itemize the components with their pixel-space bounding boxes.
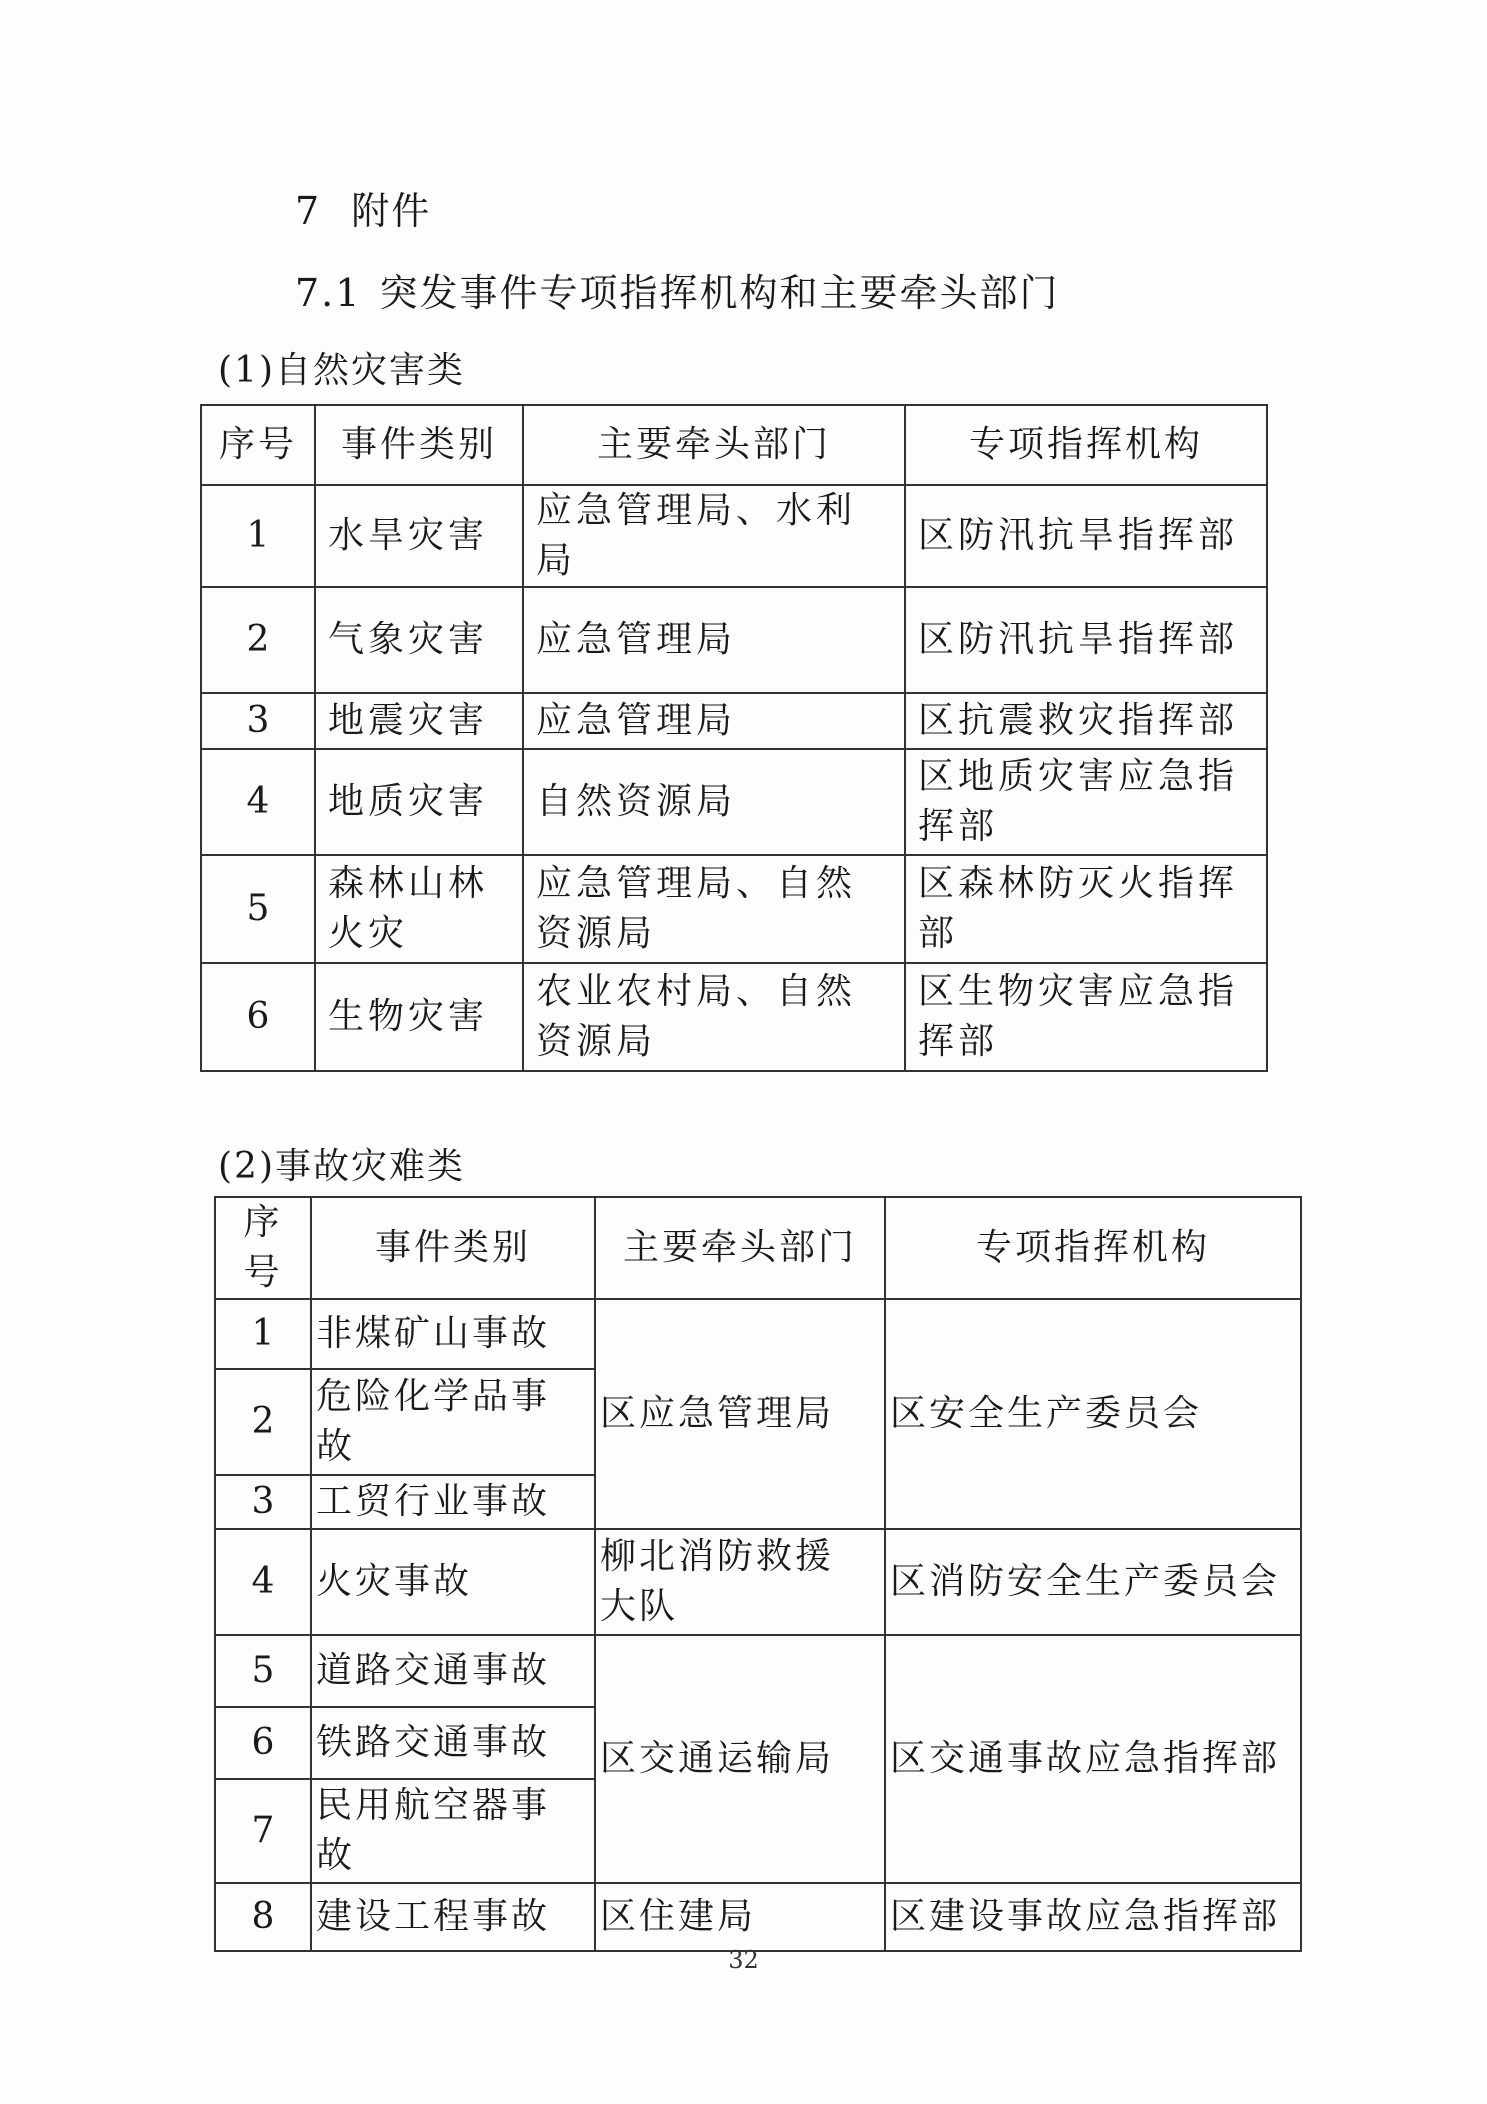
header-cell: 事件类别 bbox=[315, 405, 523, 485]
table-header-row bbox=[201, 405, 1267, 485]
table-header-row bbox=[215, 1197, 1301, 1299]
event-category: 地质灾害 bbox=[315, 749, 523, 855]
command-agency: 区生物灾害应急指挥部 bbox=[905, 963, 1267, 1071]
event-category: 民用航空器事故 bbox=[311, 1779, 595, 1883]
lead-department: 应急管理局、水利局 bbox=[523, 485, 905, 587]
row-number: 7 bbox=[215, 1779, 311, 1883]
table-row bbox=[201, 963, 1267, 1071]
header-cell: 序号 bbox=[201, 405, 315, 485]
table-row bbox=[201, 485, 1267, 587]
table-row bbox=[215, 1299, 1301, 1369]
lead-department: 应急管理局 bbox=[523, 693, 905, 749]
table-row bbox=[201, 693, 1267, 749]
heading-number: 7.1 bbox=[295, 271, 362, 315]
header-cell: 专项指挥机构 bbox=[885, 1197, 1301, 1299]
command-agency: 区森林防灭火指挥部 bbox=[905, 855, 1267, 963]
command-agency: 区建设事故应急指挥部 bbox=[885, 1883, 1301, 1951]
table-row bbox=[201, 587, 1267, 693]
lead-department: 区应急管理局 bbox=[595, 1299, 885, 1529]
row-number: 3 bbox=[215, 1475, 311, 1529]
event-category: 火灾事故 bbox=[311, 1529, 595, 1635]
event-category: 非煤矿山事故 bbox=[311, 1299, 595, 1369]
table-row bbox=[201, 855, 1267, 963]
command-agency: 区防汛抗旱指挥部 bbox=[905, 587, 1267, 693]
row-number: 6 bbox=[201, 963, 315, 1071]
row-number: 5 bbox=[215, 1635, 311, 1707]
table-row bbox=[215, 1635, 1301, 1707]
event-category: 道路交通事故 bbox=[311, 1635, 595, 1707]
event-category: 铁路交通事故 bbox=[311, 1707, 595, 1779]
row-number: 1 bbox=[215, 1299, 311, 1369]
header-cell: 主要牵头部门 bbox=[595, 1197, 885, 1299]
heading-text: 突发事件专项指挥机构和主要牵头部门 bbox=[379, 271, 1060, 315]
event-category: 地震灾害 bbox=[315, 693, 523, 749]
event-category: 工贸行业事故 bbox=[311, 1475, 595, 1529]
lead-department: 农业农村局、自然资源局 bbox=[523, 963, 905, 1071]
row-number: 4 bbox=[201, 749, 315, 855]
row-number: 2 bbox=[215, 1369, 311, 1475]
event-category: 生物灾害 bbox=[315, 963, 523, 1071]
table-row bbox=[201, 749, 1267, 855]
command-agency: 区交通事故应急指挥部 bbox=[885, 1635, 1301, 1883]
lead-department: 柳北消防救援大队 bbox=[595, 1529, 885, 1635]
lead-department: 应急管理局、自然资源局 bbox=[523, 855, 905, 963]
event-category: 建设工程事故 bbox=[311, 1883, 595, 1951]
command-agency: 区防汛抗旱指挥部 bbox=[905, 485, 1267, 587]
section-heading-7-1 bbox=[295, 262, 1059, 317]
command-agency: 区消防安全生产委员会 bbox=[885, 1529, 1301, 1635]
event-category: 危险化学品事故 bbox=[311, 1369, 595, 1475]
header-cell: 专项指挥机构 bbox=[905, 405, 1267, 485]
command-agency: 区抗震救灾指挥部 bbox=[905, 693, 1267, 749]
header-cell: 事件类别 bbox=[311, 1197, 595, 1299]
row-number: 6 bbox=[215, 1707, 311, 1779]
row-number: 4 bbox=[215, 1529, 311, 1635]
row-number: 5 bbox=[201, 855, 315, 963]
table-row bbox=[215, 1529, 1301, 1635]
page-number: 32 bbox=[728, 1946, 759, 1974]
natural-disaster-table bbox=[200, 404, 1268, 1072]
command-agency: 区地质灾害应急指挥部 bbox=[905, 749, 1267, 855]
lead-department: 区住建局 bbox=[595, 1883, 885, 1951]
heading-text: 附件 bbox=[351, 189, 432, 233]
subsection-natural-disasters: (1)自然灾害类 bbox=[218, 350, 465, 391]
event-category: 森林山林火灾 bbox=[315, 855, 523, 963]
command-agency: 区安全生产委员会 bbox=[885, 1299, 1301, 1529]
header-cell: 主要牵头部门 bbox=[523, 405, 905, 485]
row-number: 8 bbox=[215, 1883, 311, 1951]
section-heading-7 bbox=[295, 180, 431, 235]
row-number: 1 bbox=[201, 485, 315, 587]
event-category: 气象灾害 bbox=[315, 587, 523, 693]
row-number: 2 bbox=[201, 587, 315, 693]
subsection-accident-disasters: (2)事故灾难类 bbox=[218, 1146, 465, 1187]
lead-department: 区交通运输局 bbox=[595, 1635, 885, 1883]
table-row bbox=[215, 1883, 1301, 1951]
accident-disaster-table bbox=[214, 1196, 1302, 1952]
row-number: 3 bbox=[201, 693, 315, 749]
header-cell: 序号 bbox=[215, 1197, 311, 1299]
lead-department: 应急管理局 bbox=[523, 587, 905, 693]
event-category: 水旱灾害 bbox=[315, 485, 523, 587]
heading-number: 7 bbox=[295, 189, 322, 233]
lead-department: 自然资源局 bbox=[523, 749, 905, 855]
